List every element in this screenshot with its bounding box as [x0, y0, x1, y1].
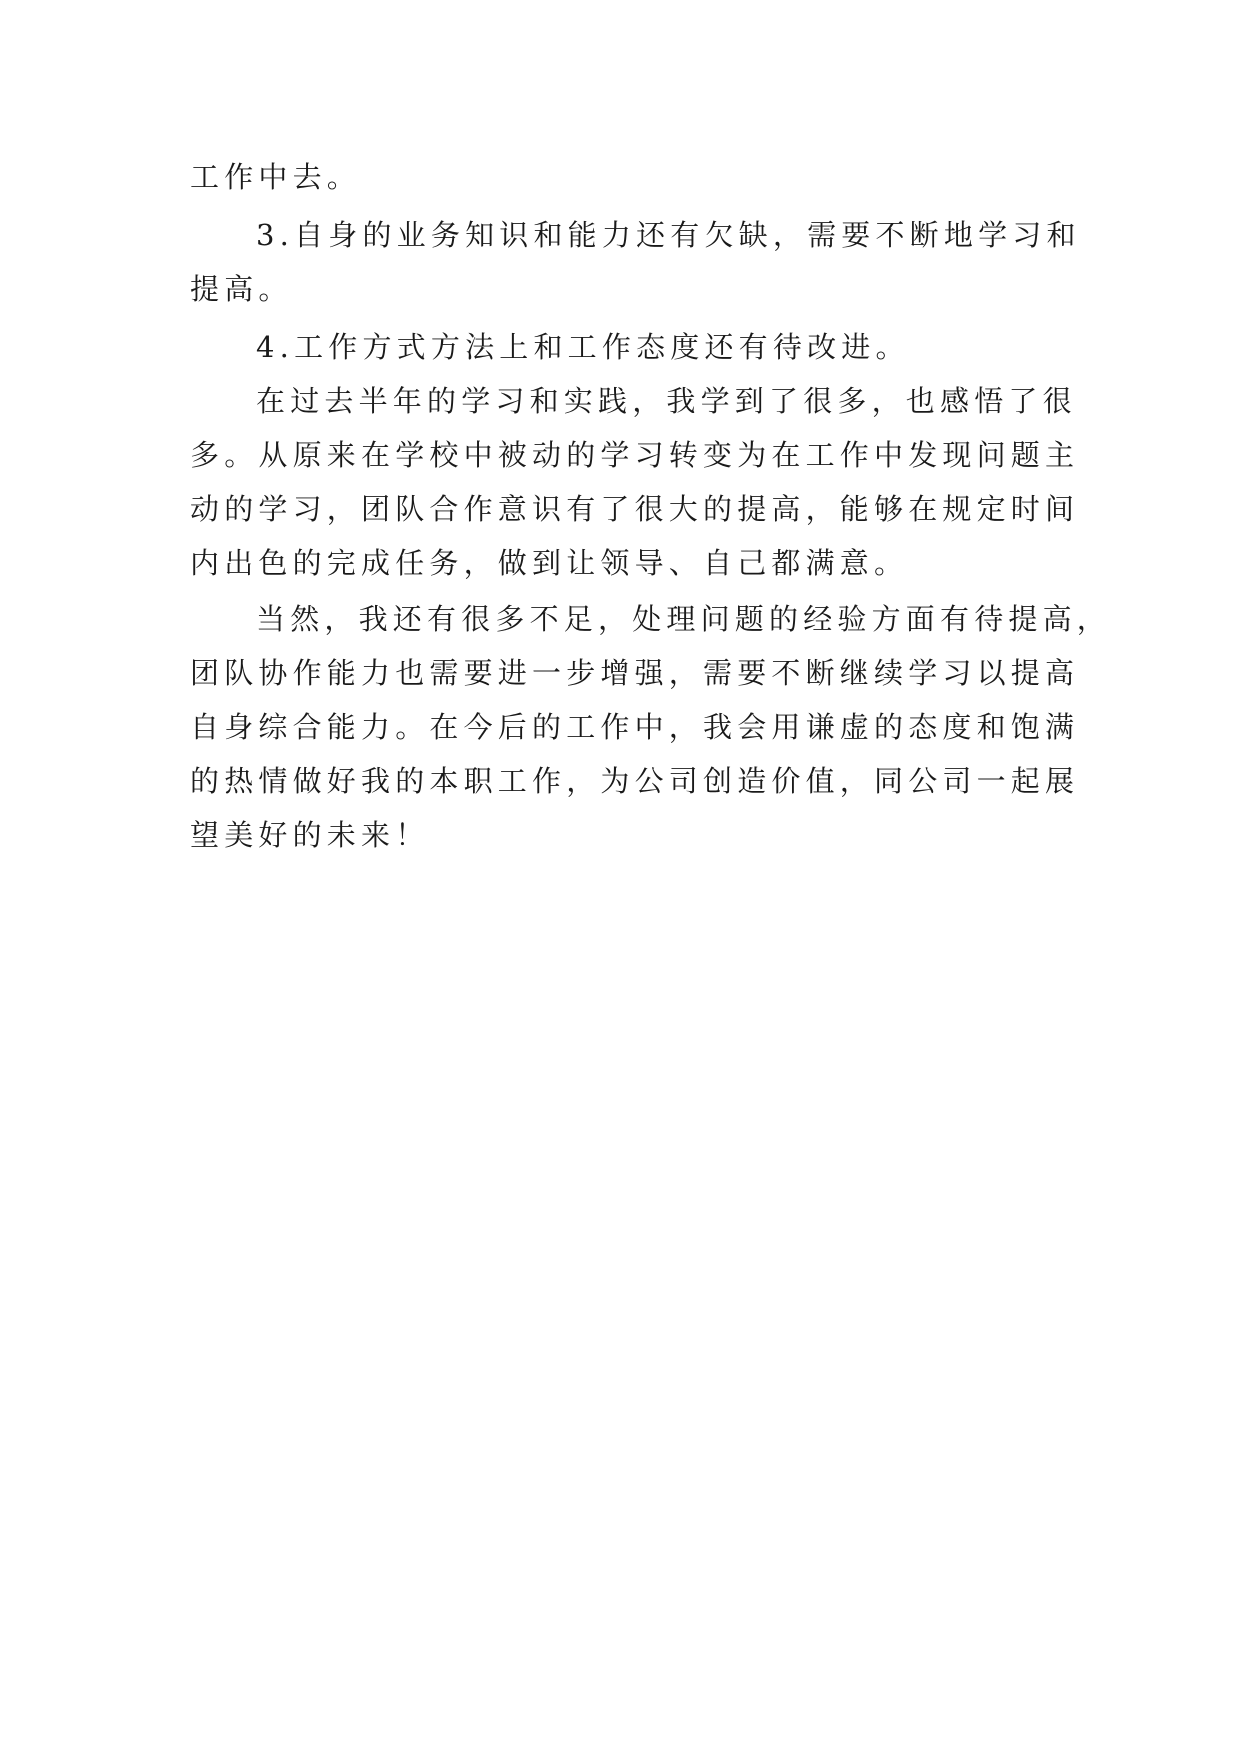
text-line: 提高。	[190, 272, 293, 306]
text-line: 动的学习，团队合作意识有了很大的提高，能够在规定时间	[190, 492, 1080, 526]
text-line: 的热情做好我的本职工作，为公司创造价值，同公司一起展	[190, 764, 1080, 798]
text-line-continuation: 工作中去。	[190, 160, 362, 194]
list-item-3: 3.自身的业务知识和能力还有欠缺，需要不断地学习和	[256, 218, 1081, 252]
list-item-4: 4.工作方式方法上和工作态度还有待改进。	[256, 330, 910, 364]
text-line: 望美好的未来！	[190, 818, 430, 852]
text-line: 团队协作能力也需要进一步增强，需要不断继续学习以提高	[190, 656, 1080, 690]
paragraph-conclusion-start: 当然，我还有很多不足，处理问题的经验方面有待提高，	[256, 602, 1112, 636]
paragraph-summary-start: 在过去半年的学习和实践，我学到了很多，也感悟了很	[256, 384, 1077, 418]
text-line: 多。从原来在学校中被动的学习转变为在工作中发现问题主	[190, 438, 1080, 472]
text-line: 内出色的完成任务，做到让领导、自己都满意。	[190, 546, 909, 580]
text-line: 自身综合能力。在今后的工作中，我会用谦虚的态度和饱满	[190, 710, 1080, 744]
